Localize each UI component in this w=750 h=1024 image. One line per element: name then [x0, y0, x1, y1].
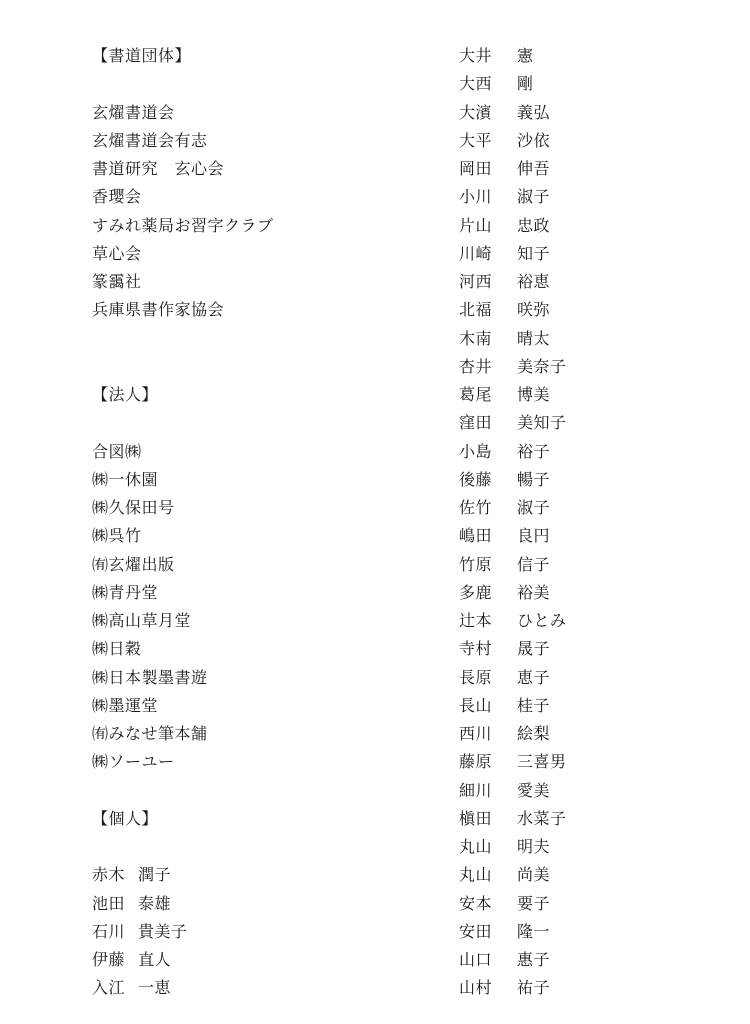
- name-row: [459, 579, 719, 607]
- given-name: 晴太: [517, 328, 551, 348]
- name-row: [459, 833, 719, 861]
- given-name: 絵梨: [517, 724, 551, 743]
- given-name: 水菜子: [517, 808, 567, 828]
- list-item: ㈱一休園: [92, 469, 159, 489]
- surname: 小島: [459, 441, 493, 461]
- surname: 葛尾: [459, 385, 493, 404]
- list-item: ㈱ソーユー: [92, 752, 175, 772]
- given-name: ひとみ: [517, 611, 567, 630]
- name-row: [459, 42, 719, 70]
- surname: 木南: [459, 328, 493, 348]
- given-name: 裕美: [517, 582, 551, 602]
- surname: 安本: [459, 893, 493, 913]
- name-row: [459, 946, 719, 974]
- name-row: [459, 99, 719, 127]
- given-name: 一恵: [138, 978, 172, 998]
- given-name: 知子: [517, 243, 551, 263]
- blank-line: [92, 409, 422, 437]
- list-item: ㈱青丹堂: [92, 582, 159, 602]
- surname: 後藤: [459, 469, 493, 489]
- given-name: 裕子: [517, 441, 551, 461]
- blank-line: [92, 833, 422, 861]
- blank-line: [92, 353, 422, 381]
- surname: 西川: [459, 724, 493, 743]
- name-row: [459, 635, 719, 663]
- list-item: すみれ薬局お習字クラブ: [92, 215, 274, 235]
- surname: 大井: [459, 46, 493, 65]
- surname: 川崎: [459, 243, 493, 263]
- given-name: 恵子: [517, 667, 551, 687]
- given-name: 桂子: [517, 695, 551, 715]
- list-item: 兵庫県書作家協会: [92, 300, 225, 320]
- surname: 赤木: [92, 865, 126, 885]
- given-name: 淑子: [517, 498, 551, 517]
- name-row: [459, 664, 719, 692]
- surname: 池田: [92, 893, 126, 913]
- name-row: [459, 353, 719, 381]
- given-name: 尚美: [517, 865, 551, 885]
- surname: 長原: [459, 667, 493, 687]
- list-item: ㈱墨運堂: [92, 695, 159, 715]
- surname: 北福: [459, 300, 493, 320]
- surname: 寺村: [459, 639, 493, 659]
- name-row: [459, 268, 719, 296]
- given-name: 美奈子: [517, 356, 567, 376]
- list-item: 玄燿書道会有志: [92, 130, 208, 150]
- list-item: 玄燿書道会: [92, 102, 175, 122]
- list-item: 合図㈱: [92, 441, 142, 461]
- surname: 河西: [459, 272, 493, 291]
- given-name: 晟子: [517, 639, 551, 659]
- given-name: 愛美: [517, 780, 551, 800]
- given-name: 裕恵: [517, 272, 551, 291]
- list-item: 書道研究 玄心会: [92, 159, 225, 178]
- name-row: [459, 974, 719, 1002]
- list-item: ㈱高山草月堂: [92, 611, 192, 630]
- surname: 入江: [92, 978, 126, 998]
- surname: 丸山: [459, 865, 493, 885]
- surname: 岡田: [459, 159, 493, 178]
- name-row: [92, 946, 422, 974]
- given-name: 淑子: [517, 187, 551, 207]
- name-row: [459, 494, 719, 522]
- name-row: [92, 918, 422, 946]
- name-row: [459, 70, 719, 98]
- given-name: 暢子: [517, 469, 551, 489]
- surname: 大西: [459, 74, 493, 94]
- name-row: [459, 607, 719, 635]
- list-item: 香璎会: [92, 187, 142, 207]
- name-row: [459, 748, 719, 776]
- left-column: [92, 42, 422, 1003]
- surname: 嶋田: [459, 526, 493, 546]
- name-row: [92, 890, 422, 918]
- list-item: ㈲みなせ筆本舗: [92, 724, 208, 743]
- surname: 多鹿: [459, 582, 493, 602]
- name-row: [459, 127, 719, 155]
- given-name: 伸吾: [517, 159, 551, 178]
- given-name: 沙依: [517, 130, 551, 150]
- name-row: [459, 438, 719, 466]
- given-name: 隆一: [517, 921, 551, 941]
- surname: 細川: [459, 780, 493, 800]
- name-row: [459, 183, 719, 211]
- surname: 大濱: [459, 102, 493, 122]
- surname: 槇田: [459, 808, 493, 828]
- name-row: [459, 918, 719, 946]
- name-row: [459, 381, 719, 409]
- name-row: [459, 692, 719, 720]
- given-name: 三喜男: [517, 752, 567, 772]
- given-name: 美知子: [517, 413, 567, 433]
- name-row: [459, 466, 719, 494]
- name-row: [459, 720, 719, 748]
- blank-line: [92, 777, 422, 805]
- surname: 石川: [92, 921, 126, 941]
- blank-line: [92, 325, 422, 353]
- list-item: ㈱日本製墨書遊: [92, 667, 208, 687]
- list-item: ㈲玄燿出版: [92, 554, 175, 574]
- surname: 丸山: [459, 837, 493, 856]
- surname: 窪田: [459, 413, 493, 433]
- name-row: [459, 409, 719, 437]
- section-heading-shodo: 【書道団体】: [92, 46, 192, 65]
- given-name: 惠子: [517, 950, 551, 969]
- section-heading-hojin: 【法人】: [92, 385, 159, 404]
- list-item: ㈱呉竹: [92, 526, 142, 546]
- name-row: [459, 212, 719, 240]
- list-item: 篆靄社: [92, 272, 142, 291]
- name-row: [459, 296, 719, 324]
- surname: 佐竹: [459, 498, 493, 517]
- given-name: 信子: [517, 554, 551, 574]
- surname: 大平: [459, 130, 493, 150]
- name-row: [459, 325, 719, 353]
- name-row: [92, 861, 422, 889]
- list-item: ㈱日穀: [92, 639, 142, 659]
- section-heading-kojin: 【個人】: [92, 808, 159, 828]
- surname: 杏井: [459, 356, 493, 376]
- surname: 長山: [459, 695, 493, 715]
- given-name: 憲: [517, 46, 534, 65]
- blank-line: [92, 70, 422, 98]
- given-name: 直人: [138, 950, 172, 969]
- name-row: [459, 890, 719, 918]
- surname: 藤原: [459, 752, 493, 772]
- surname: 安田: [459, 921, 493, 941]
- surname: 山村: [459, 978, 493, 998]
- surname: 辻本: [459, 611, 493, 630]
- given-name: 博美: [517, 385, 551, 404]
- given-name: 貴美子: [138, 921, 188, 941]
- name-row: [459, 240, 719, 268]
- name-row: [459, 805, 719, 833]
- given-name: 義弘: [517, 102, 551, 122]
- given-name: 明夫: [517, 837, 551, 856]
- surname: 伊藤: [92, 950, 126, 969]
- given-name: 要子: [517, 893, 551, 913]
- given-name: 忠政: [517, 215, 551, 235]
- given-name: 泰雄: [138, 893, 172, 913]
- name-row: [459, 777, 719, 805]
- given-name: 咲弥: [517, 300, 551, 320]
- given-name: 良円: [517, 526, 551, 546]
- name-row: [459, 551, 719, 579]
- name-row: [459, 155, 719, 183]
- right-column: [459, 42, 719, 1003]
- surname: 竹原: [459, 554, 493, 574]
- name-row: [92, 974, 422, 1002]
- given-name: 祐子: [517, 978, 551, 998]
- list-item: 草心会: [92, 243, 142, 263]
- list-item: ㈱久保田号: [92, 498, 175, 517]
- surname: 小川: [459, 187, 493, 207]
- name-row: [459, 861, 719, 889]
- surname: 山口: [459, 950, 493, 969]
- given-name: 剛: [517, 74, 534, 94]
- surname: 片山: [459, 215, 493, 235]
- given-name: 潤子: [138, 865, 172, 885]
- name-row: [459, 522, 719, 550]
